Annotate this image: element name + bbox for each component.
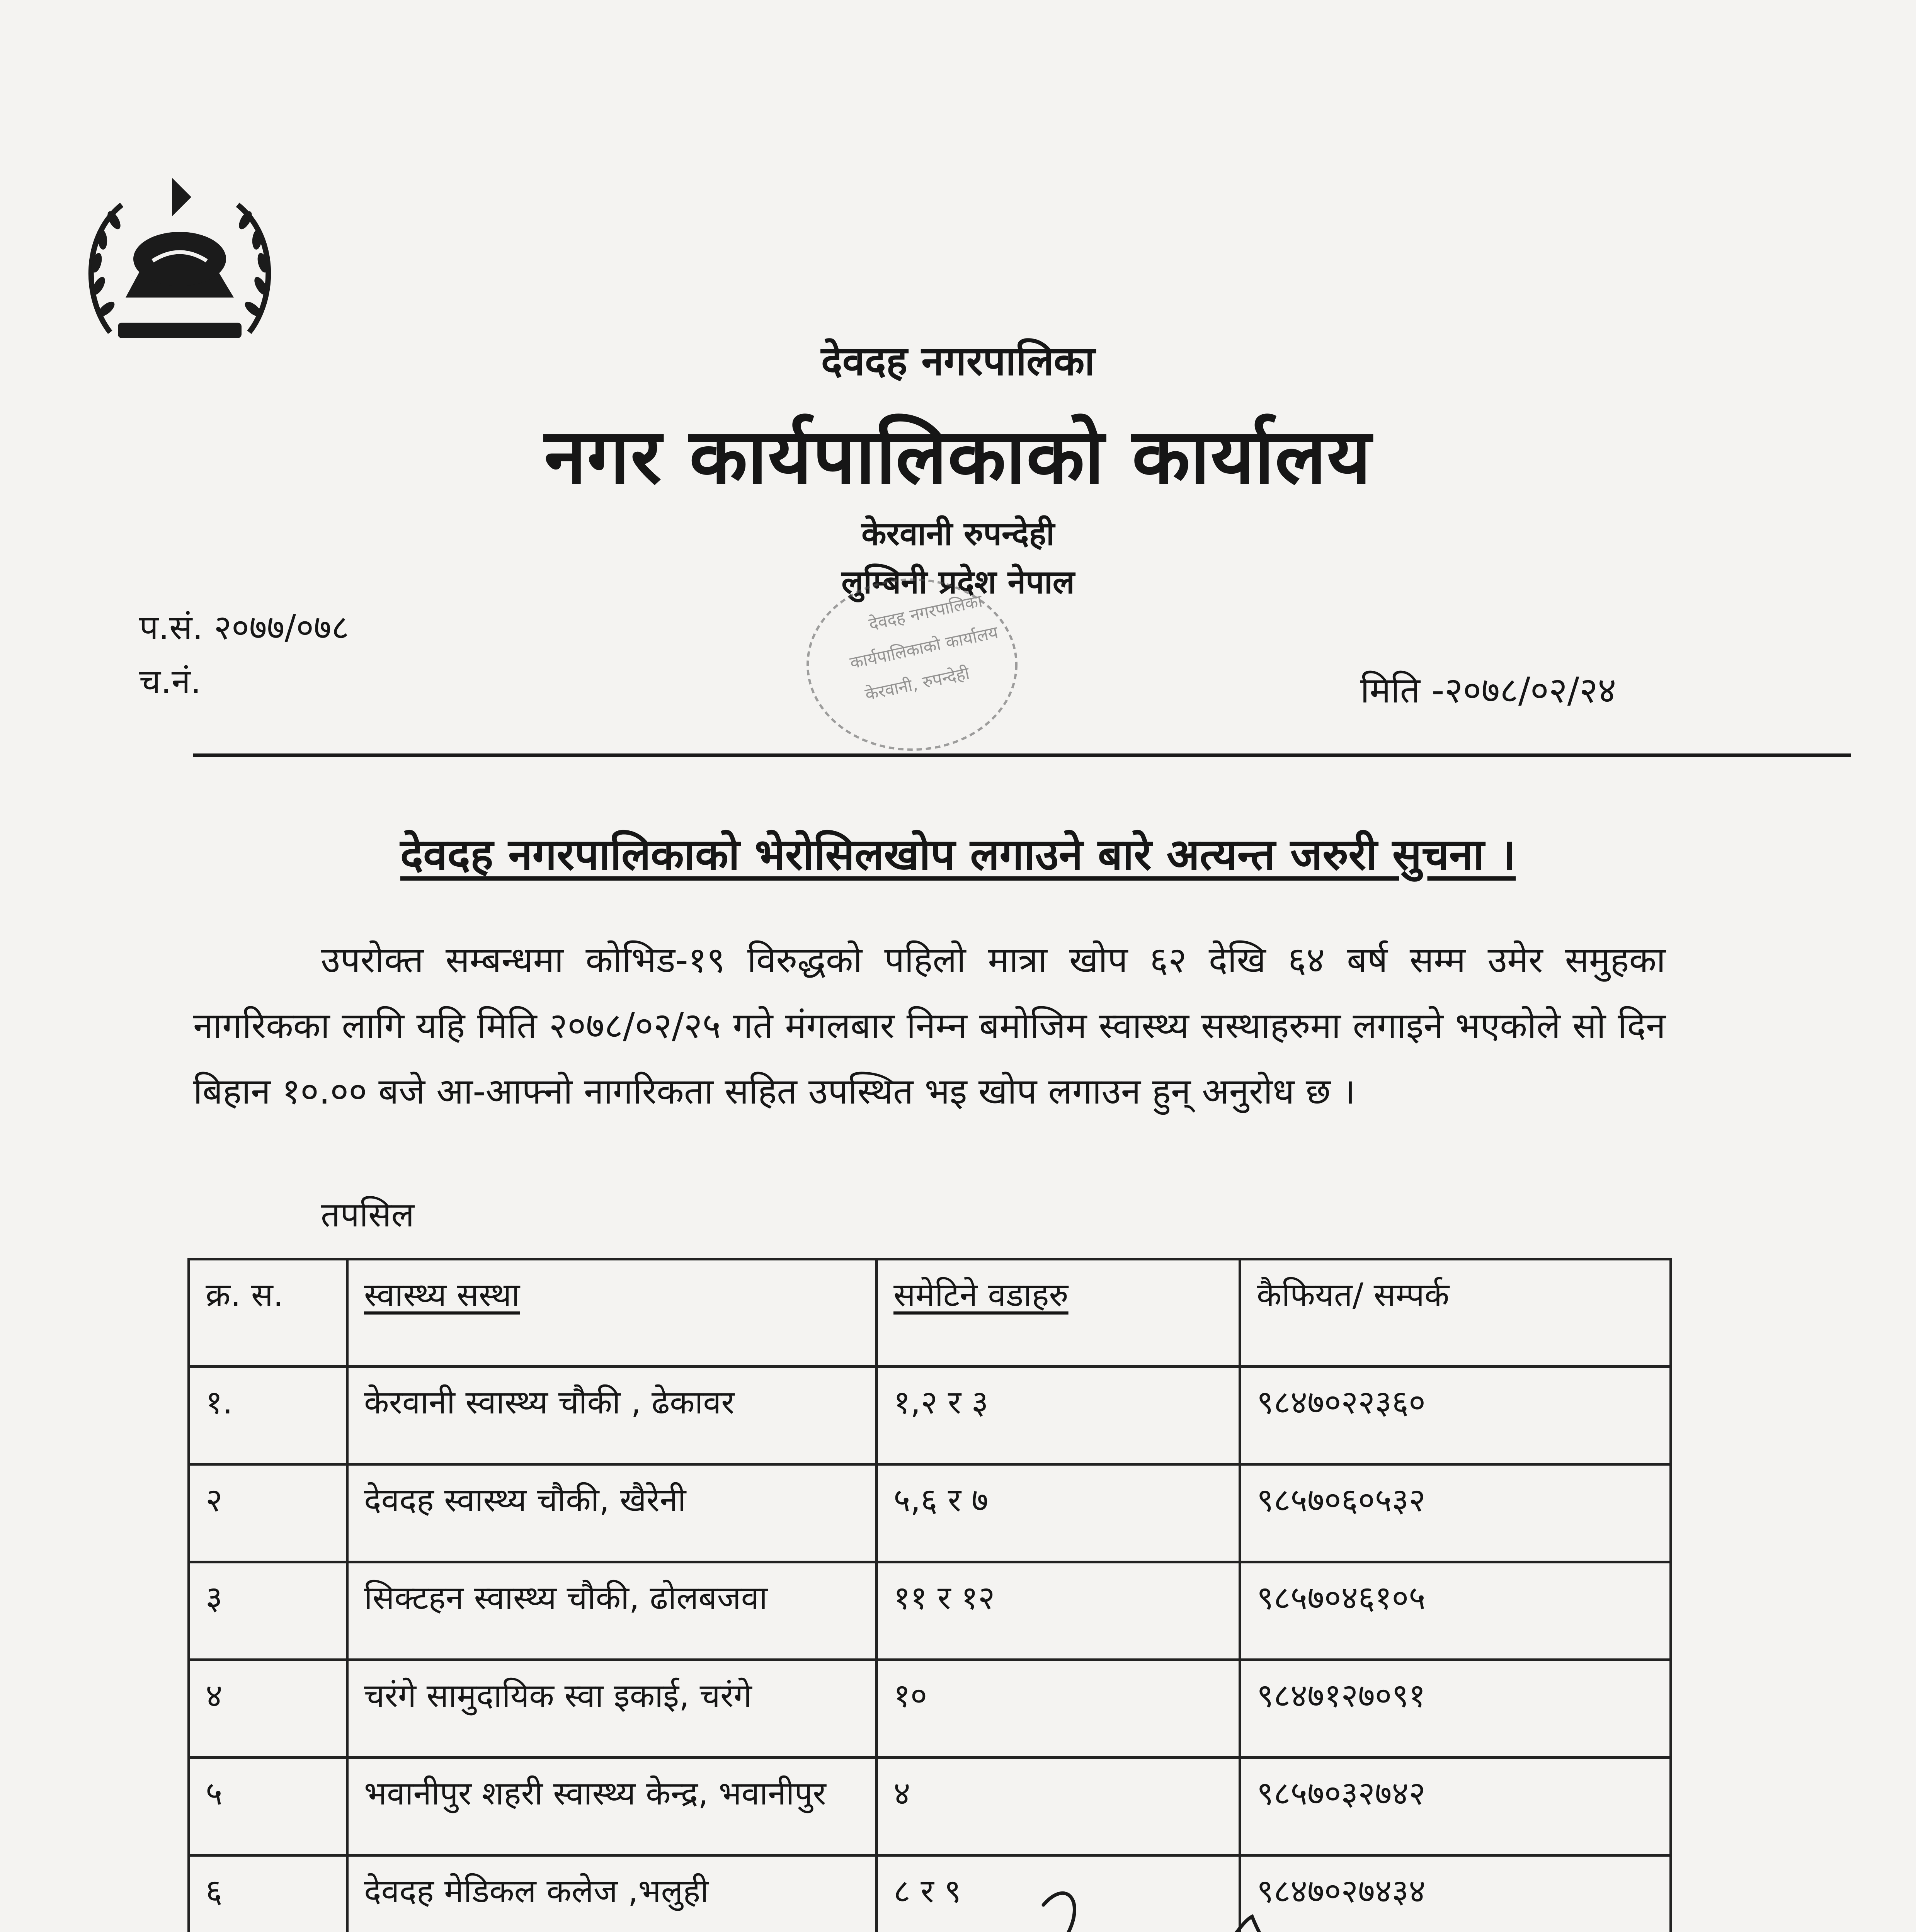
cell-wards: ५,६ र ७ — [877, 1464, 1240, 1562]
table-row — [189, 1855, 1671, 1932]
notice-title: देवदह नगरपालिकाको भेरोसिलखोप लगाउने बारे अत्यन्त जरुरी सुचना । — [400, 830, 1516, 880]
cell-contact: ९८४७०२२३६० — [1240, 1367, 1671, 1464]
cell-serial: २ — [189, 1464, 347, 1562]
cell-contact: ९८५७०६०५३२ — [1240, 1464, 1671, 1562]
header-wards — [877, 1259, 1240, 1367]
cell-institution: भवानीपुर शहरी स्वास्थ्य केन्द्र, भवानीपुर — [347, 1758, 877, 1855]
table-header-row — [189, 1259, 1671, 1367]
letter-number: च.नं. — [139, 662, 201, 701]
table-row — [189, 1758, 1671, 1855]
cell-serial: ४ — [189, 1660, 347, 1758]
cell-institution: केरवानी स्वास्थ्य चौकी , ढेकावर — [347, 1367, 877, 1464]
office-seal-line-3: केरवानी, रुपन्देही — [863, 663, 972, 705]
signature-icon — [1020, 1878, 1298, 1932]
cell-contact: ९८५७०३२७४२ — [1240, 1758, 1671, 1855]
cell-institution: चरंगे सामुदायिक स्वा इकाई, चरंगे — [347, 1660, 877, 1758]
office-seal-icon — [792, 564, 1032, 765]
header-institution-label: स्वास्थ्य सस्था — [364, 1276, 520, 1314]
cell-institution: सिक्टहन स्वास्थ्य चौकी, ढोलबजवा — [347, 1562, 877, 1660]
reference-number: प.सं. २०७७/०७८ — [139, 607, 349, 647]
address-line-1: केरवानी रुपन्देही — [861, 515, 1055, 553]
table-row — [189, 1367, 1671, 1464]
address-line-2: लुम्बिनी प्रदेश नेपाल — [841, 563, 1075, 601]
office-title: नगर कार्यपालिकाको कार्यालय — [544, 413, 1372, 501]
cell-contact: ९८५७०४६१०५ — [1240, 1562, 1671, 1660]
letter-date: मिति -२०७८/०२/२४ — [1360, 670, 1617, 711]
cell-wards: १,२ र ३ — [877, 1367, 1240, 1464]
cell-contact: ९८४७१२७०९१ — [1240, 1660, 1671, 1758]
cell-wards: ४ — [877, 1758, 1240, 1855]
notice-body: उपरोक्त सम्बन्धमा कोभिड-१९ विरुद्धको पहिलो मात्रा खोप ६२ देखि ६४ बर्ष सम्म उमेर समुहका नागरिकका लागि यहि मिति २०७८/०२/२५ गते मंगलबार निम्न बमोजिम स्वास्थ्य सस्थाहरुमा लगाइने भएकोले सो दिन बिहान १०.०० बजे आ-आफ्नो नागरिकता सहित उपस्थित भइ खोप लगाउन हुन् अनुरोध छ । — [193, 939, 1666, 1112]
cell-serial: ५ — [189, 1758, 347, 1855]
office-seal-line-1: देवदह नगरपालिका — [867, 591, 984, 634]
cell-serial: ३ — [189, 1562, 347, 1660]
table-row — [189, 1660, 1671, 1758]
office-seal-line-2: कार्यपालिकाको कार्यालय — [848, 622, 1000, 673]
cell-contact: ९८४७०२७४३४ — [1240, 1855, 1671, 1932]
cell-wards: ८ र ९ — [877, 1855, 1240, 1932]
cell-wards: १० — [877, 1660, 1240, 1758]
header-institution — [347, 1259, 877, 1367]
cell-serial: ६ — [189, 1855, 347, 1932]
table-row — [189, 1464, 1671, 1562]
municipality-name: देवदह नगरपालिका — [821, 337, 1095, 384]
header-divider — [193, 753, 1851, 757]
cell-serial: १. — [189, 1367, 347, 1464]
header-wards-label: समेटिने वडाहरु — [893, 1276, 1069, 1314]
header-serial: क्र. स. — [189, 1259, 347, 1367]
table-row — [189, 1562, 1671, 1660]
annex-label: तपसिल — [321, 1195, 415, 1235]
cell-wards: ११ र १२ — [877, 1562, 1240, 1660]
cell-institution: देवदह स्वास्थ्य चौकी, खैरेनी — [347, 1464, 877, 1562]
vaccination-schedule-table — [187, 1258, 1672, 1932]
header-contact: कैफियत/ सम्पर्क — [1240, 1259, 1671, 1367]
cell-institution: देवदह मेडिकल कलेज ,भलुही — [347, 1855, 877, 1932]
